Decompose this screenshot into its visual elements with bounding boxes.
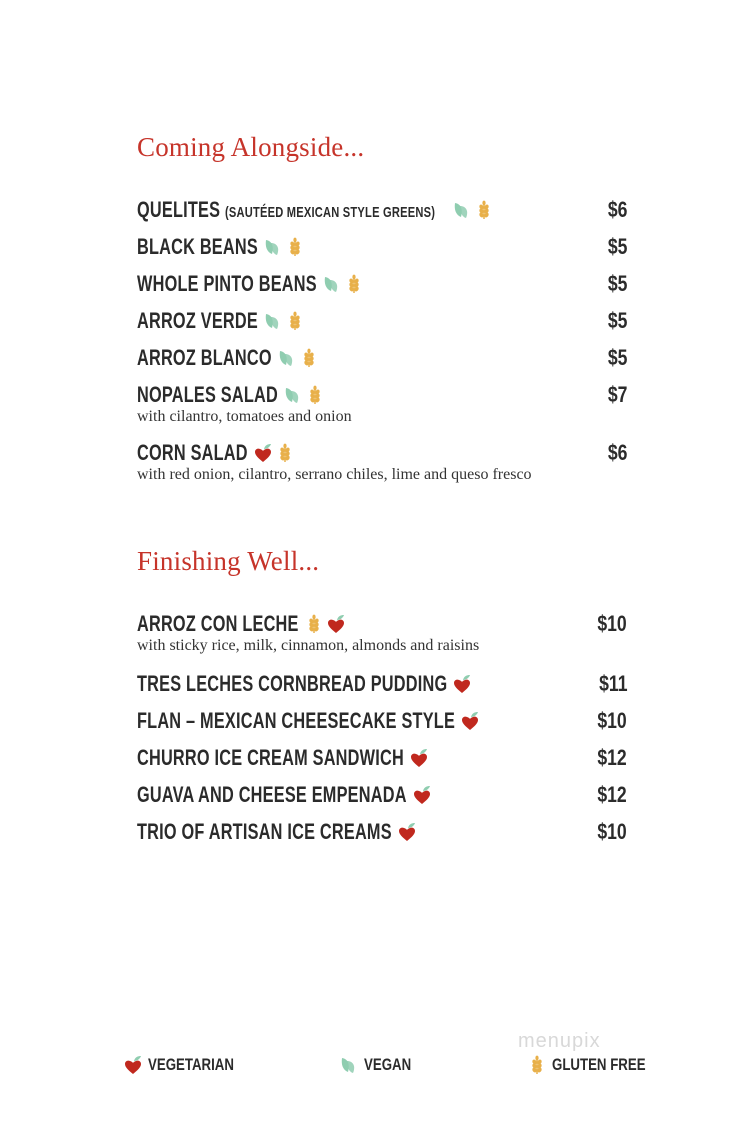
gluten-free-wheat-icon bbox=[276, 443, 294, 463]
item-name-text: NOPALES SALAD bbox=[137, 382, 278, 407]
vegan-leaf-icon bbox=[323, 274, 341, 294]
menu-item bbox=[137, 382, 627, 425]
legend-vegetarian bbox=[124, 1055, 258, 1075]
menu-item bbox=[137, 783, 627, 807]
item-note: (SAUTÉED MEXICAN STYLE GREENS) bbox=[224, 204, 436, 221]
vegan-leaf-icon bbox=[340, 1055, 358, 1075]
vegan-leaf-icon bbox=[453, 200, 471, 220]
gluten-free-wheat-icon bbox=[345, 274, 363, 294]
gluten-free-wheat-icon bbox=[475, 200, 493, 220]
vegetarian-apple-icon bbox=[124, 1055, 142, 1075]
item-name bbox=[137, 346, 272, 370]
gluten-free-wheat-icon bbox=[286, 237, 304, 257]
item-name-text: QUELITES bbox=[137, 197, 221, 222]
item-name-text: ARROZ VERDE bbox=[137, 308, 258, 333]
item-name-text: ARROZ CON LECHE bbox=[137, 611, 299, 636]
diet-icons bbox=[323, 274, 363, 294]
menu-item bbox=[137, 309, 627, 333]
item-price: $5 bbox=[607, 234, 627, 259]
menu-item bbox=[137, 672, 627, 696]
item-name-text: WHOLE PINTO BEANS bbox=[137, 271, 317, 296]
diet-icons bbox=[264, 237, 304, 257]
menu-item bbox=[137, 198, 627, 222]
item-name bbox=[137, 672, 447, 696]
legend-label: VEGAN bbox=[364, 1055, 412, 1074]
vegetarian-apple-icon bbox=[398, 822, 416, 842]
vegan-leaf-icon bbox=[278, 348, 296, 368]
section-title: Finishing Well... bbox=[137, 546, 320, 576]
item-name-text: BLACK BEANS bbox=[137, 234, 258, 259]
menu-item bbox=[137, 746, 627, 770]
item-price: $10 bbox=[597, 819, 627, 844]
item-price: $12 bbox=[597, 745, 627, 770]
diet-icons bbox=[413, 785, 431, 805]
legend-label: GLUTEN FREE bbox=[552, 1055, 646, 1074]
diet-icons bbox=[305, 614, 345, 634]
vegetarian-apple-icon bbox=[453, 674, 471, 694]
vegetarian-apple-icon bbox=[327, 614, 345, 634]
vegetarian-apple-icon bbox=[461, 711, 479, 731]
item-name bbox=[137, 820, 392, 844]
item-price: $10 bbox=[597, 611, 627, 636]
item-name-text: CHURRO ICE CREAM SANDWICH bbox=[137, 745, 404, 770]
item-price: $7 bbox=[607, 382, 627, 407]
item-name bbox=[137, 612, 299, 636]
diet-icons bbox=[254, 443, 294, 463]
gluten-free-wheat-icon bbox=[528, 1055, 546, 1075]
diet-icons bbox=[453, 674, 471, 694]
item-price: $5 bbox=[607, 345, 627, 370]
gluten-free-wheat-icon bbox=[305, 614, 323, 634]
item-name-text: FLAN – MEXICAN CHEESECAKE STYLE bbox=[137, 708, 456, 733]
menu-item bbox=[137, 611, 627, 654]
menu-item bbox=[137, 440, 627, 483]
gluten-free-wheat-icon bbox=[286, 311, 304, 331]
menu-item bbox=[137, 346, 627, 370]
item-price: $10 bbox=[597, 708, 627, 733]
item-description: with sticky rice, milk, cinnamon, almonds and raisins bbox=[137, 637, 480, 654]
item-description: with cilantro, tomatoes and onion bbox=[137, 408, 352, 425]
diet-icons bbox=[278, 348, 318, 368]
item-name-text: CORN SALAD bbox=[137, 440, 248, 465]
menu-item bbox=[137, 820, 627, 844]
vegan-leaf-icon bbox=[284, 385, 302, 405]
watermark: menupix bbox=[518, 1030, 601, 1052]
item-price: $6 bbox=[607, 197, 627, 222]
item-price: $6 bbox=[607, 440, 627, 465]
item-name bbox=[137, 783, 407, 807]
item-name-text: TRIO OF ARTISAN ICE CREAMS bbox=[137, 819, 392, 844]
item-price: $5 bbox=[607, 271, 627, 296]
menu-item bbox=[137, 235, 627, 259]
diet-icons bbox=[461, 711, 479, 731]
item-name-text: TRES LECHES CORNBREAD PUDDING bbox=[137, 671, 448, 696]
legend-label: VEGETARIAN bbox=[148, 1055, 234, 1074]
vegetarian-apple-icon bbox=[254, 443, 272, 463]
item-name bbox=[137, 383, 278, 407]
item-price: $5 bbox=[607, 308, 627, 333]
item-name bbox=[137, 235, 258, 259]
gluten-free-wheat-icon bbox=[306, 385, 324, 405]
vegan-leaf-icon bbox=[264, 237, 282, 257]
diet-icons bbox=[453, 200, 493, 220]
legend-vegan bbox=[340, 1055, 424, 1075]
item-name bbox=[137, 709, 455, 733]
vegetarian-apple-icon bbox=[413, 785, 431, 805]
legend-gluten-free bbox=[528, 1055, 672, 1075]
diet-icons bbox=[398, 822, 416, 842]
item-name bbox=[137, 441, 248, 465]
item-name bbox=[137, 309, 258, 333]
diet-icons bbox=[410, 748, 428, 768]
diet-icons bbox=[264, 311, 304, 331]
item-name bbox=[137, 746, 404, 770]
item-name-text: GUAVA AND CHEESE EMPENADA bbox=[137, 782, 407, 807]
item-name-text: ARROZ BLANCO bbox=[137, 345, 272, 370]
vegan-leaf-icon bbox=[264, 311, 282, 331]
gluten-free-wheat-icon bbox=[300, 348, 318, 368]
diet-icons bbox=[284, 385, 324, 405]
item-description: with red onion, cilantro, serrano chiles, lime and queso fresco bbox=[137, 466, 532, 483]
section-title: Coming Alongside... bbox=[137, 132, 365, 162]
item-name bbox=[137, 272, 317, 296]
item-price: $11 bbox=[598, 671, 627, 696]
vegetarian-apple-icon bbox=[410, 748, 428, 768]
menu-item bbox=[137, 709, 627, 733]
menu-item bbox=[137, 272, 627, 296]
item-price: $12 bbox=[597, 782, 627, 807]
item-name bbox=[137, 198, 435, 225]
